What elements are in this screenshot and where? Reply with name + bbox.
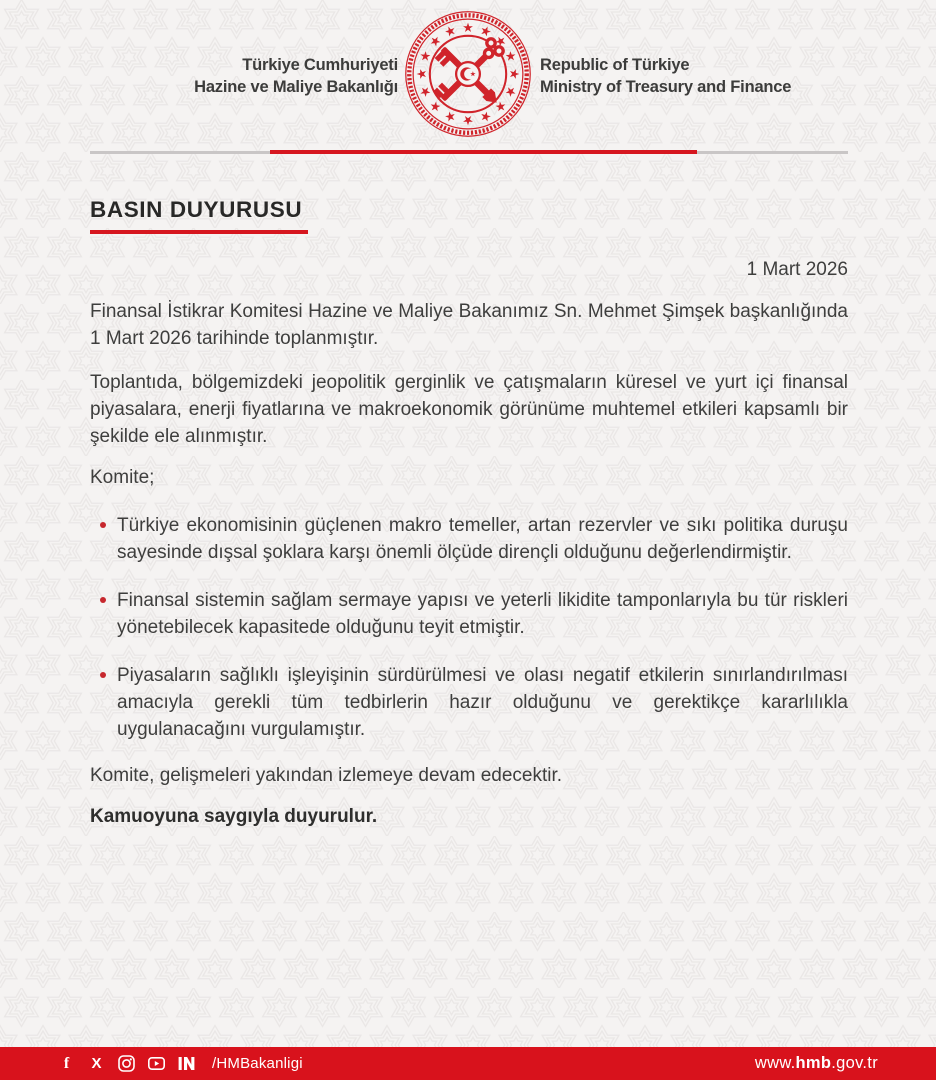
org-name-tr-line1: Türkiye Cumhuriyeti <box>242 56 398 74</box>
footer-bar <box>0 1047 936 1080</box>
facebook-icon[interactable]: f <box>63 1054 70 1072</box>
x-twitter-icon[interactable]: X <box>91 1055 102 1072</box>
press-release-body <box>0 197 936 828</box>
header-divider-red-segment <box>270 150 697 154</box>
paragraph-intro: Finansal İstikrar Komitesi Hazine ve Maliye Bakanımız Sn. Mehmet Şimşek başkanlığında 1 Mart 2026 tarihinde toplanmıştır. <box>90 300 848 349</box>
page-title: BASIN DUYURUSU <box>90 197 303 222</box>
org-name-english <box>540 54 791 98</box>
header-divider <box>90 151 848 154</box>
website-bold: hmb <box>795 1054 832 1072</box>
list-item: Türkiye ekonomisinin güçlenen makro temeller, artan rezervler ve sıkı politika duruşu sayesinde dışsal şoklara karşı önemli ölçüde dirençli olduğunu değerlendirmiştir. <box>100 512 848 566</box>
website-prefix: www. <box>754 1054 796 1072</box>
list-item: Finansal sistemin sağlam sermaye yapısı ve yeterli likidite tamponlarıyla bu tür riskleri yönetebilecek kapasitede olduğunu teyit etmiştir. <box>100 587 848 641</box>
org-name-tr-line2: Hazine ve Maliye Bakanlığı <box>194 78 398 96</box>
org-name-en-line2: Ministry of Treasury and Finance <box>540 78 792 96</box>
document-date: 1 Mart 2026 <box>746 258 848 280</box>
paragraph-topics: Toplantıda, bölgemizdeki jeopolitik gerginlik ve çatışmaların küresel ve yurt içi finansal piyasalara, enerji fiyatlarına ve makroekonomik görünüme muhtemel etkileri kapsamlı bir şekilde ele alınmıştır. <box>90 371 848 447</box>
closing-statement: Komite, gelişmeleri yakından izlemeye devam edecektir. <box>90 764 563 786</box>
instagram-icon[interactable] <box>118 1055 135 1072</box>
social-icons <box>58 1055 303 1072</box>
ministry-emblem-logo <box>402 8 534 140</box>
org-name-en-line1: Republic of Türkiye <box>540 56 690 74</box>
website-url[interactable] <box>755 1054 878 1073</box>
signoff-statement: Kamuoyuna saygıyla duyurulur. <box>90 805 378 827</box>
social-handle[interactable]: /HMBakanligi <box>212 1055 303 1072</box>
nsosyal-icon[interactable] <box>178 1055 195 1072</box>
header <box>0 0 936 155</box>
bullet-list <box>90 512 848 743</box>
website-suffix: .gov.tr <box>831 1054 878 1072</box>
youtube-icon[interactable] <box>148 1055 165 1072</box>
komite-label: Komite; <box>90 466 155 488</box>
list-item: Piyasaların sağlıklı işleyişinin sürdürülmesi ve olası negatif etkilerin sınırlandırılması amacıyla gerekli tüm tedbirlerin hazır olduğunu ve gerektikçe kararlılıkla uygulanacağını vurgulamıştır. <box>100 662 848 743</box>
title-underline <box>90 230 308 234</box>
org-name-turkish <box>0 54 398 98</box>
